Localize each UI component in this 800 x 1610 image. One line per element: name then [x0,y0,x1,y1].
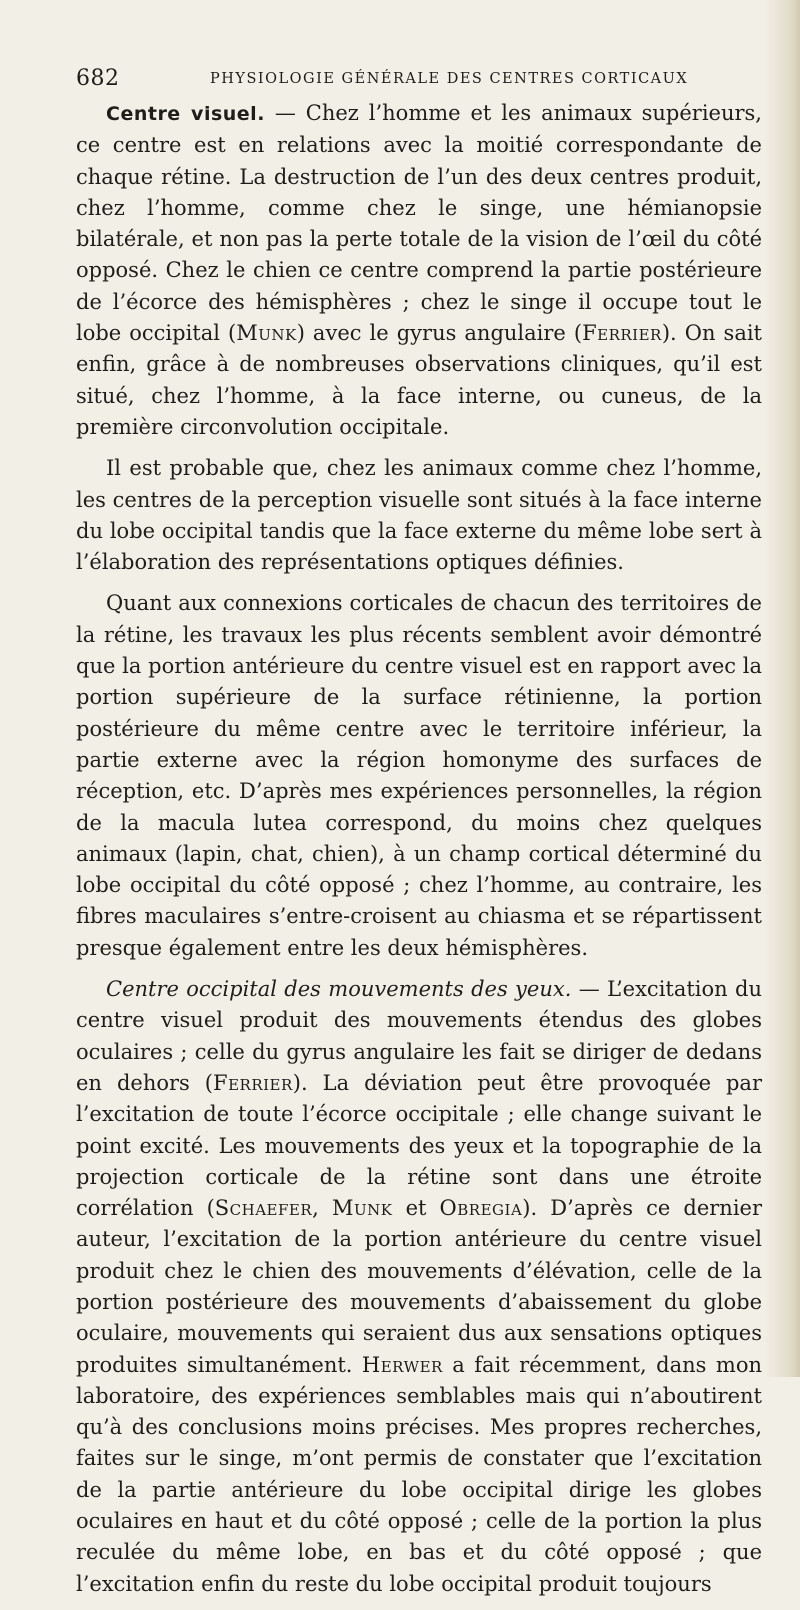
author-munk: Munk [331,1196,393,1221]
text-run: a fait récemment, dans mon laboratoire, des expériences semblables mais qui n’aboutirent qu’à des conclusions moins précises. Mes propres recherches, faites sur le singe, m’ont permis de constater que l’excitation de la partie antérieure du lobe occipital dirige les globes oculaires en haut et du côté opposé ; celle de la portion la plus reculée du même lobe, en bas et du côté opposé ; que l’excitation enfin du reste du lobe occipital produit toujours [76,1352,762,1596]
page-edge-shadow [764,0,800,1377]
text-run: ). D’après ce dernier auteur, l’excitation de la portion antérieure du centre visuel produit chez le chien des mouvements d’élévation, celle de la portion postérieure des mouvements d’abaissement du globe oculaire, mouvements qui seraient dus aux sensations optiques produites simultanément. [76,1196,763,1377]
text-run: — L’excitation du centre visuel produit des mouvements étendus des globes oculaires ; celle du gyrus angulaire les fait se diriger de dedans en dehors ( [76,977,762,1095]
text-run: , [312,1196,332,1221]
text-run: ). On sait enfin, grâce à de nombreuses observations cliniques, qu’il est situé, chez l’homme, à la face interne, ou cuneus, de la première circonvolution occipitale. [76,321,762,439]
author-ferrier: Ferrier [582,321,662,346]
text-run: ) avec le gyrus angulaire ( [296,321,583,346]
section-title-centre-visuel: Centre visuel. [106,103,265,125]
section-title-centre-occipital: Centre occipital des mouvements des yeux. [106,977,572,1002]
paragraph-connexions: Quant aux connexions corticales de chacun des territoires de la rétine, les travaux les plus récents semblent avoir démontré que la portion antérieure du centre visuel est en rapport avec la portion supérieure de la surface rétinienne, la portion postérieure du même centre avec le territoire inférieur, la partie externe avec la région homonyme des surfaces de réception, etc. D’après mes expériences personnelles, la région de la macula lutea correspond, du moins chez quelques animaux (lapin, chat, chien), à un champ cortical déterminé du lobe occipital du côté opposé ; chez l’homme, au contraire, les fibres maculaires s’entre-croisent au chiasma et se répartissent presque également entre les deux hémisphères. [76,591,762,960]
author-herwer: Herwer [361,1352,443,1377]
author-munk: Munk [236,321,297,346]
paragraph-centre-occipital [76,974,762,1600]
page-header [76,66,696,96]
paragraph-centre-visuel [76,98,762,443]
page-number: 682 [76,66,120,91]
running-head: PHYSIOLOGIE GÉNÉRALE DES CENTRES CORTICAUX [210,71,689,87]
text-run: et [392,1196,440,1221]
paragraph-perception: Il est probable que, chez les animaux comme chez l’homme, les centres de la perception visuelle sont situés à la face interne du lobe occipital tandis que la face externe du même lobe sert à l’élaboration des représentations optiques définies. [76,456,762,575]
body-text [76,98,762,1610]
text-run: ). La déviation peut être provoquée par l’excitation de toute l’écorce occipitale ; elle change suivant le point excité. Les mouvements des yeux et la topographie de la projection corticale de la rétine sont dans une étroite corrélation ( [76,1070,762,1221]
text-run: — Chez l’homme et les animaux supérieurs, ce centre est en relations avec la moitié correspondante de chaque rétine. La destruction de l’un des deux centres produit, chez l’homme, comme chez le singe, une hémianopsie bilatérale, et non pas la perte totale de la vision de l’œil du côté opposé. Chez le chien ce centre comprend la partie postérieure de l’écorce des hémisphères ; chez le singe il occupe tout le lobe occipital ( [76,101,762,346]
author-schaefer: Schaefer [214,1196,313,1221]
author-ferrier: Ferrier [213,1070,293,1095]
author-obregia: Obregia [439,1196,523,1221]
